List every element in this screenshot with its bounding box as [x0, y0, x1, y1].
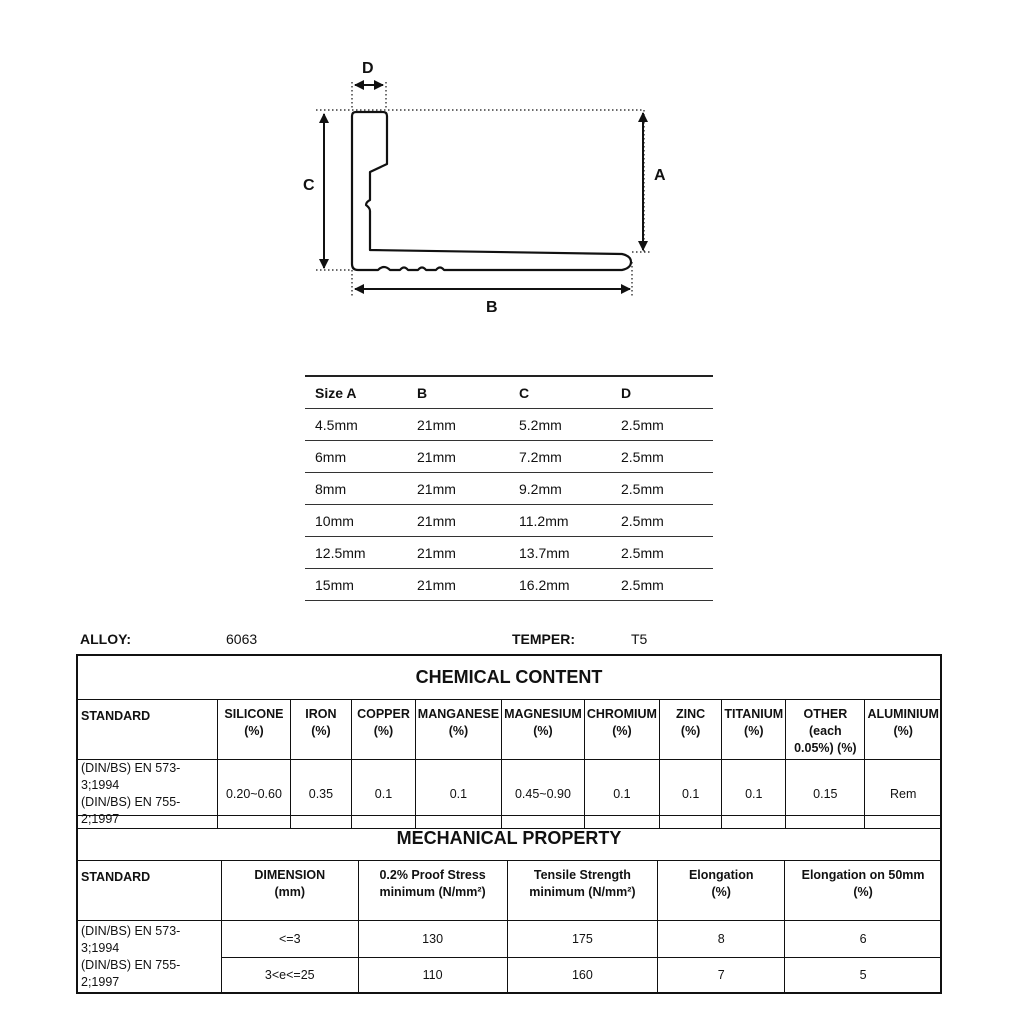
- chem-col-iron: IRON (%): [290, 700, 351, 760]
- table-cell: 0.1: [722, 760, 786, 829]
- chemical-standard: (DIN/BS) EN 573-3;1994 (DIN/BS) EN 755-2;1997: [77, 760, 218, 829]
- mech-col-elongation-50mm: Elongation on 50mm (%): [785, 861, 942, 921]
- chem-col-aluminium: ALUMINIUM (%): [865, 700, 942, 760]
- table-cell: 12.5mm: [305, 537, 407, 569]
- table-cell: 21mm: [407, 537, 509, 569]
- table-cell: 0.35: [290, 760, 351, 829]
- mech-col-elongation: Elongation (%): [658, 861, 785, 921]
- label-a: A: [654, 167, 666, 184]
- table-cell: 2.5mm: [611, 537, 713, 569]
- table-cell: 11.2mm: [509, 505, 611, 537]
- table-cell: 0.1: [352, 760, 416, 829]
- table-row: [305, 537, 713, 569]
- size-header-b: B: [407, 376, 509, 409]
- mechanical-standard-label: STANDARD: [77, 861, 222, 921]
- spec-box: [76, 654, 942, 994]
- table-cell: 6: [785, 921, 942, 958]
- table-row: [305, 441, 713, 473]
- table-cell: 0.20~0.60: [218, 760, 290, 829]
- profile-diagram: [0, 0, 1024, 340]
- chem-col-zinc: ZINC (%): [659, 700, 721, 760]
- profile-outline: [352, 112, 631, 270]
- chem-col-chromium: CHROMIUM (%): [584, 700, 659, 760]
- table-row: [305, 569, 713, 601]
- table-cell: 2.5mm: [611, 409, 713, 441]
- size-table-header: [305, 376, 713, 409]
- table-cell: 175: [507, 921, 658, 958]
- chemical-title: CHEMICAL CONTENT: [77, 655, 942, 700]
- temper-label: TEMPER:: [512, 631, 575, 647]
- table-cell: 0.15: [786, 760, 865, 829]
- table-cell: 0.1: [584, 760, 659, 829]
- chemical-table: [76, 654, 942, 829]
- table-cell: 0.1: [659, 760, 721, 829]
- chem-col-manganese: MANGANESE (%): [415, 700, 501, 760]
- table-cell: 0.1: [415, 760, 501, 829]
- table-cell: 160: [507, 958, 658, 994]
- size-header-c: C: [509, 376, 611, 409]
- table-cell: 4.5mm: [305, 409, 407, 441]
- mechanical-title: MECHANICAL PROPERTY: [77, 816, 942, 861]
- extension-lines: [316, 82, 650, 296]
- chem-col-other: OTHER (each 0.05%) (%): [786, 700, 865, 760]
- size-header-d: D: [611, 376, 713, 409]
- table-cell: 8: [658, 921, 785, 958]
- table-cell: 7.2mm: [509, 441, 611, 473]
- alloy-value: 6063: [226, 631, 258, 647]
- table-cell: 0.45~0.90: [502, 760, 585, 829]
- table-cell: 110: [358, 958, 507, 994]
- chemical-header-row: [77, 700, 942, 760]
- table-row: [305, 505, 713, 537]
- table-cell: 13.7mm: [509, 537, 611, 569]
- table-row: [77, 921, 942, 958]
- mech-col-dimension: DIMENSION (mm): [221, 861, 358, 921]
- chem-col-titanium: TITANIUM (%): [722, 700, 786, 760]
- table-cell: 15mm: [305, 569, 407, 601]
- table-cell: 2.5mm: [611, 569, 713, 601]
- table-cell: 10mm: [305, 505, 407, 537]
- chem-col-magnesium: MAGNESIUM (%): [502, 700, 585, 760]
- table-cell: 21mm: [407, 569, 509, 601]
- table-cell: 3<e<=25: [221, 958, 358, 994]
- table-cell: 5: [785, 958, 942, 994]
- temper-value: T5: [631, 631, 648, 647]
- table-cell: <=3: [221, 921, 358, 958]
- table-cell: 21mm: [407, 409, 509, 441]
- table-cell: 2.5mm: [611, 505, 713, 537]
- table-cell: 7: [658, 958, 785, 994]
- table-cell: 130: [358, 921, 507, 958]
- table-cell: 21mm: [407, 505, 509, 537]
- mechanical-header-row: [77, 861, 942, 921]
- chemical-standard-label: STANDARD: [77, 700, 218, 760]
- table-cell: 21mm: [407, 473, 509, 505]
- mechanical-table: [76, 815, 942, 994]
- table-cell: 2.5mm: [611, 473, 713, 505]
- table-cell: 2.5mm: [611, 441, 713, 473]
- table-row: [305, 473, 713, 505]
- chem-col-copper: COPPER (%): [352, 700, 416, 760]
- mechanical-standard: (DIN/BS) EN 573-3;1994 (DIN/BS) EN 755-2;1997: [77, 921, 222, 994]
- mech-col-tensile-strength: Tensile Strength minimum (N/mm²): [507, 861, 658, 921]
- table-cell: Rem: [865, 760, 942, 829]
- size-table: [305, 375, 713, 601]
- table-cell: 21mm: [407, 441, 509, 473]
- label-d: D: [362, 60, 374, 77]
- size-header-a: Size A: [305, 376, 407, 409]
- table-row: [305, 409, 713, 441]
- table-cell: 8mm: [305, 473, 407, 505]
- alloy-label: ALLOY:: [80, 631, 132, 647]
- chem-col-silicone: SILICONE (%): [218, 700, 290, 760]
- label-b: B: [486, 299, 498, 316]
- label-c: C: [303, 177, 315, 194]
- table-cell: 5.2mm: [509, 409, 611, 441]
- table-cell: 6mm: [305, 441, 407, 473]
- table-cell: 9.2mm: [509, 473, 611, 505]
- table-cell: 16.2mm: [509, 569, 611, 601]
- mech-col-proof-stress: 0.2% Proof Stress minimum (N/mm²): [358, 861, 507, 921]
